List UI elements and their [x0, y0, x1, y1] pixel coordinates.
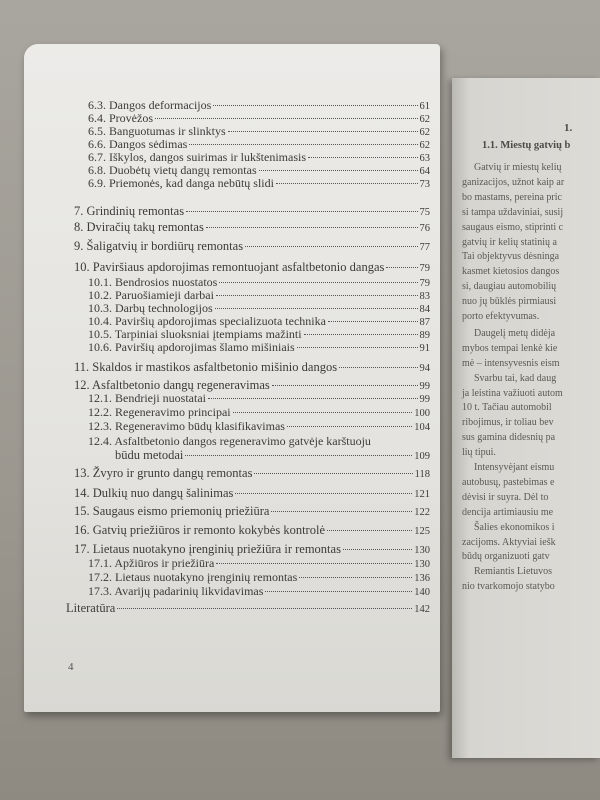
- body-text-line: dėvisi ir suyra. Dėl to: [462, 491, 549, 503]
- dot-leader: [208, 398, 418, 399]
- toc-entry-page: 104: [414, 422, 430, 433]
- dot-leader: [215, 308, 418, 309]
- toc-entry-page: 130: [414, 545, 430, 556]
- body-text-line: mė – intensyvesnis eism: [462, 357, 560, 369]
- toc-entry-label: 12. Asfaltbetonio dangų regeneravimas: [74, 378, 270, 392]
- left-page: [24, 44, 440, 712]
- toc-entry-label: 12.2. Regeneravimo principai: [88, 405, 231, 419]
- body-text-line: dencija artimiausiu me: [462, 506, 554, 518]
- dot-leader: [297, 347, 418, 348]
- toc-entry-label: 13. Žvyro ir grunto dangų remontas: [74, 466, 253, 480]
- toc-entry: [88, 177, 430, 191]
- toc-entry-label: 12.1. Bendrieji nuostatai: [88, 391, 206, 405]
- toc-entry-page: 99: [419, 381, 430, 392]
- dot-leader: [155, 118, 418, 119]
- body-text-line: autobusų, pastebimas e: [462, 476, 555, 488]
- toc-entry: [88, 571, 430, 585]
- toc-entry-page: 87: [419, 317, 430, 328]
- dot-leader: [206, 227, 418, 228]
- toc-entry: [115, 449, 430, 463]
- toc-entry: [74, 361, 430, 375]
- toc-entry-label: 7. Grindinių remontas: [74, 204, 185, 218]
- toc-entry-page: 91: [419, 343, 430, 354]
- toc-entry: [88, 341, 430, 355]
- body-text-line: porto efektyvumas.: [462, 311, 540, 322]
- toc-entry: [88, 557, 430, 571]
- toc-entry-page: 75: [419, 207, 430, 218]
- toc-entry-page: 84: [419, 304, 430, 315]
- body-text-line: ribojimus, ir toliau bev: [462, 417, 554, 429]
- body-text-line: Svarbu tai, kad daug: [474, 372, 557, 384]
- dot-leader: [185, 455, 412, 456]
- body-text-line: 10 t. Tačiau automobil: [462, 402, 552, 414]
- toc-entry-label: 10.1. Bendrosios nuostatos: [88, 275, 218, 289]
- dot-leader: [245, 246, 417, 247]
- toc-entry-page: 79: [419, 278, 430, 289]
- body-text-line: Gatvių ir miestų kelių: [474, 162, 562, 173]
- toc-entry-label: 6.7. Iškylos, dangos suirimas ir lukštenimasis: [88, 150, 306, 164]
- toc-entry-label: 17.2. Lietaus nuotakyno įrenginių remontas: [88, 570, 298, 584]
- toc-entry: [66, 602, 430, 616]
- toc-entry-label: 16. Gatvių priežiūros ir remonto kokybės kontrolė: [74, 523, 325, 537]
- toc-entry: [74, 467, 430, 481]
- chapter-heading: 1.: [564, 122, 573, 134]
- dot-leader: [235, 493, 412, 494]
- dot-leader: [265, 591, 412, 592]
- dot-leader: [259, 170, 418, 171]
- toc-entry: [74, 487, 430, 501]
- dot-leader: [219, 282, 417, 283]
- dot-leader: [339, 367, 417, 368]
- toc-entry-page: 64: [419, 166, 430, 177]
- toc-entry-page: 77: [419, 242, 430, 253]
- toc-entry: [88, 392, 430, 406]
- toc-entry-page: 130: [414, 559, 430, 570]
- dot-leader: [189, 144, 417, 145]
- toc-entry-label: 15. Saugaus eismo priemonių priežiūra: [74, 504, 270, 518]
- toc-entry: [88, 420, 430, 434]
- body-text-line: sus gamina didesnių pa: [462, 432, 556, 444]
- dot-leader: [233, 412, 413, 413]
- toc-entry-label: būdu metodai: [115, 448, 184, 462]
- toc-entry-label: 8. Dviračių takų remontas: [74, 220, 204, 234]
- toc-entry-label: 6.4. Provėžos: [88, 111, 153, 125]
- dot-leader: [117, 608, 412, 609]
- dot-leader: [254, 473, 412, 474]
- body-text-line: si, daugiau automobilių: [462, 281, 557, 293]
- dot-leader: [272, 385, 418, 386]
- toc-entry-page: 76: [419, 223, 430, 234]
- toc-entry-label: 12.3. Regeneravimo būdų klasifikavimas: [88, 419, 285, 433]
- toc-entry-page: 100: [414, 408, 430, 419]
- body-text-line: lių tipui.: [462, 447, 496, 459]
- body-text-line: gatvių ir kelių statinių a: [462, 236, 557, 248]
- toc-entry-page: 62: [419, 140, 430, 151]
- toc-entry: [88, 406, 430, 420]
- toc-entry-label: 17. Lietaus nuotakyno įrenginių priežiūra ir remontas: [74, 542, 341, 556]
- toc-entry: [74, 524, 430, 538]
- toc-entry: [74, 543, 430, 557]
- dot-leader: [213, 105, 417, 106]
- dot-leader: [186, 211, 417, 212]
- toc-entry: [88, 585, 430, 599]
- body-text-line: Intensyvėjant eismu: [474, 462, 555, 473]
- body-text-line: zacijoms. Aktyviai iešk: [462, 536, 556, 548]
- dot-leader: [216, 295, 418, 296]
- toc-entry-page: 62: [419, 114, 430, 125]
- toc-entry-page: 121: [414, 489, 430, 500]
- dot-leader: [287, 426, 412, 427]
- toc-entry-label: 17.3. Avarijų padarinių likvidavimas: [88, 584, 264, 598]
- body-text-line: saugaus eismo, stiprinti c: [462, 221, 564, 233]
- body-text-line: Šalies ekonomikos i: [474, 521, 555, 533]
- toc-entry-page: 73: [419, 179, 430, 190]
- toc-entry-page: 61: [419, 101, 430, 112]
- toc-entry-label: 10.5. Tarpiniai sluoksniai įtempiams mažinti: [88, 327, 302, 341]
- toc-entry-label: 9. Šaligatvių ir bordiūrų remontas: [74, 239, 244, 253]
- toc-entry: [74, 240, 430, 254]
- dot-leader: [304, 334, 418, 335]
- body-text-line: Daugelį metų didėja: [474, 327, 556, 339]
- dot-leader: [299, 577, 412, 578]
- dot-leader: [327, 530, 412, 531]
- body-text-line: ja leistina važiuoti autom: [462, 387, 563, 399]
- body-text-line: si tampa uždaviniai, susij: [462, 206, 564, 218]
- toc-entry-label: 11. Skaldos ir mastikos asfaltbetonio mišinio dangos: [74, 360, 338, 374]
- toc-entry-label: 6.6. Dangos sėdimas: [88, 137, 188, 151]
- table-of-contents: [24, 44, 440, 712]
- body-text-line: nuo jų būklės pirmiausi: [462, 296, 557, 308]
- toc-entry-label: 6.8. Duobėtų vietų dangų remontas: [88, 163, 257, 177]
- toc-entry: [74, 505, 430, 519]
- toc-entry-label: 17.1. Apžiūros ir priežiūra: [88, 556, 215, 570]
- toc-entry: [74, 261, 430, 275]
- toc-entry-page: 62: [419, 127, 430, 138]
- dot-leader: [386, 267, 417, 268]
- toc-entry-label: 6.5. Banguotumas ir slinktys: [88, 124, 226, 138]
- toc-entry: [74, 205, 430, 219]
- dot-leader: [271, 511, 412, 512]
- body-text-line: nio tvarkomojo statybo: [462, 581, 555, 593]
- toc-entry-label: 10.6. Paviršių apdorojimas šlamo mišiniais: [88, 340, 295, 354]
- dot-leader: [276, 183, 418, 184]
- page-number: 4: [68, 661, 74, 673]
- toc-entry-12-4-first-line: 12.4. Asfaltbetonio dangos regeneravimo gatvėje karštuoju: [88, 434, 371, 448]
- toc-entry-page: 122: [414, 507, 430, 518]
- toc-entry-page: 79: [419, 263, 430, 274]
- toc-entry-page: 99: [419, 394, 430, 405]
- right-page: [452, 78, 600, 758]
- toc-entry-page: 125: [414, 526, 430, 537]
- toc-entry-page: 83: [419, 291, 430, 302]
- body-text-line: mybos tempai lenkė kie: [462, 342, 558, 354]
- dot-leader: [328, 321, 418, 322]
- section-heading: 1.1. Miestų gatvių b: [482, 140, 571, 151]
- toc-entry-page: 109: [414, 451, 430, 462]
- toc-entry-label: 6.9. Priemonės, kad danga nebūtų slidi: [88, 176, 274, 190]
- body-text-line: Tai objektyvus dėsninga: [462, 251, 560, 263]
- toc-entry-page: 63: [419, 153, 430, 164]
- toc-entry-label: 6.3. Dangos deformacijos: [88, 98, 212, 112]
- body-text-line: būdų organizuoti gatv: [462, 551, 550, 563]
- toc-entry-label: 10.3. Darbų technologijos: [88, 301, 213, 315]
- toc-entry-page: 136: [414, 573, 430, 584]
- toc-entry-label: Literatūra: [66, 601, 116, 615]
- dot-leader: [216, 563, 412, 564]
- body-text-line: ganizacijos, užnot kaip ar: [462, 176, 565, 188]
- body-text-line: kasmet kietosios dangos: [462, 266, 560, 278]
- dot-leader: [308, 157, 418, 158]
- toc-entry-label: 14. Dulkių nuo dangų šalinimas: [74, 486, 234, 500]
- body-text-line: bo mastams, pereina pric: [462, 191, 562, 203]
- toc-entry-page: 94: [419, 363, 430, 374]
- toc-entry-label: 10.2. Paruošiamieji darbai: [88, 288, 214, 302]
- toc-entry-label: 10.4. Paviršių apdorojimas specializuota technika: [88, 314, 326, 328]
- toc-entry: [74, 221, 430, 235]
- toc-entry-page: 142: [414, 604, 430, 615]
- toc-entry-page: 89: [419, 330, 430, 341]
- toc-entry-label: 10. Paviršiaus apdorojimas remontuojant asfaltbetonio dangas: [74, 260, 385, 274]
- toc-entry-page: 140: [414, 587, 430, 598]
- toc-entry-page: 118: [414, 469, 430, 480]
- body-text-line: Remiantis Lietuvos: [474, 566, 553, 578]
- dot-leader: [228, 131, 418, 132]
- dot-leader: [343, 549, 412, 550]
